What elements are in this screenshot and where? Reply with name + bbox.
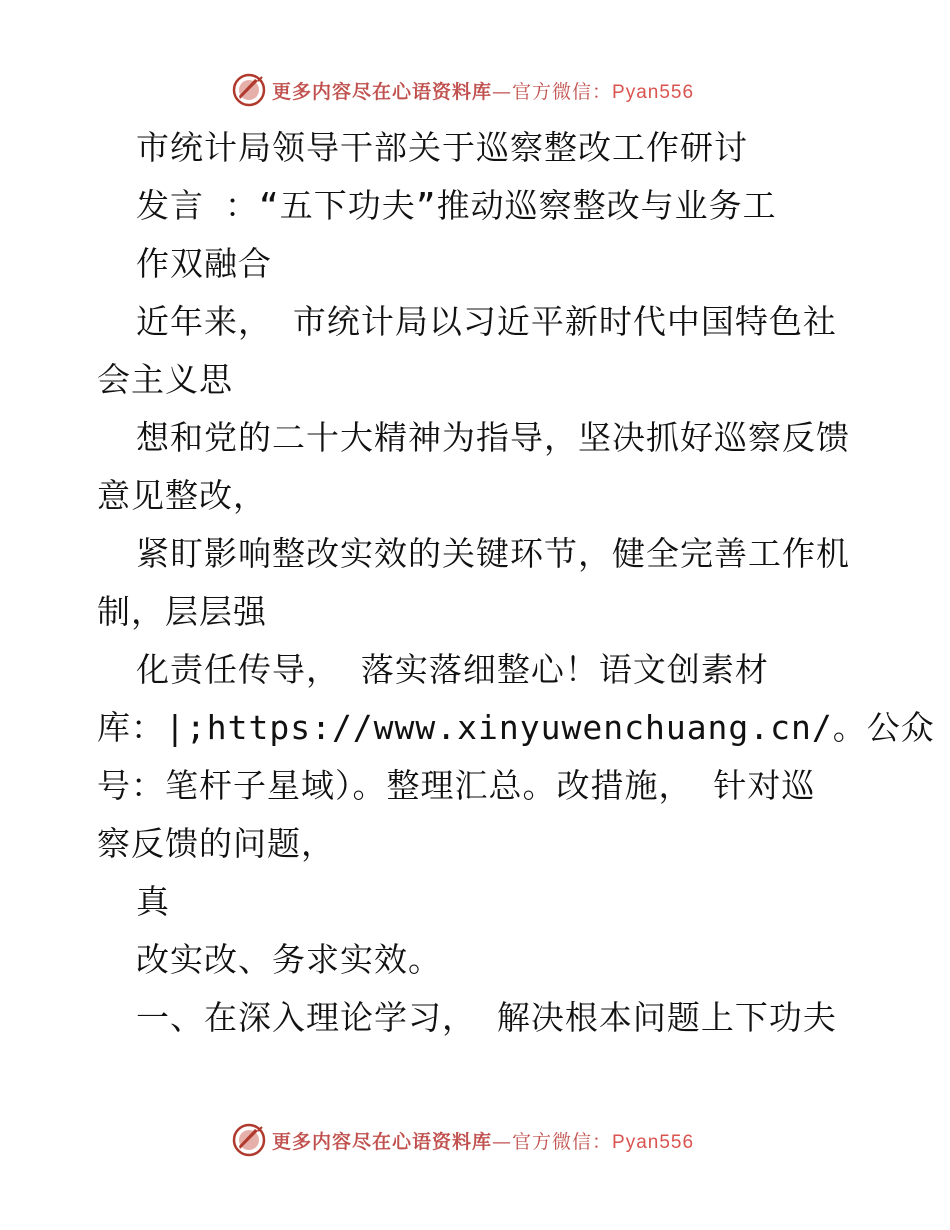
watermark-text: 更多内容尽在心语资料库—官方微信：Pyan556	[272, 80, 695, 103]
body-line: 近年来， 市统计局以习近平新时代中国特色社	[136, 302, 837, 341]
body-line: 库：|;https://www.xinyuwenchuang.cn/。公众	[97, 708, 935, 747]
footer-watermark-banner	[232, 1122, 694, 1158]
body-line: 改实改、务求实效。	[136, 940, 442, 979]
body-line: 想和党的二十大精神为指导，坚决抓好巡察反馈	[136, 418, 850, 457]
body-line: 化责任传导， 落实落细整心！语文创素材	[136, 650, 769, 689]
body-line: 意见整改，	[97, 476, 267, 515]
doc-title-line-3: 作双融合	[136, 244, 272, 283]
body-line: 会主义思	[97, 360, 233, 399]
body-line: 号：笔杆子星域）。整理汇总。改措施， 针对巡	[97, 766, 816, 805]
header-watermark-banner	[232, 72, 694, 108]
quill-logo-icon	[232, 73, 266, 107]
watermark-text: 更多内容尽在心语资料库—官方微信：Pyan556	[272, 1130, 695, 1153]
body-line: 真	[136, 882, 170, 921]
body-line: 制，层层强	[97, 592, 267, 631]
quill-logo-icon	[232, 1123, 266, 1157]
doc-title-line-1: 市统计局领导干部关于巡察整改工作研讨	[136, 128, 748, 167]
body-line: 紧盯影响整改实效的关键环节，健全完善工作机	[136, 534, 850, 573]
section-heading: 一、在深入理论学习， 解决根本问题上下功夫	[136, 998, 837, 1037]
body-line: 察反馈的问题，	[97, 824, 335, 863]
doc-title-line-2: 发言 ：“五下功夫”推动巡察整改与业务工	[136, 186, 777, 225]
